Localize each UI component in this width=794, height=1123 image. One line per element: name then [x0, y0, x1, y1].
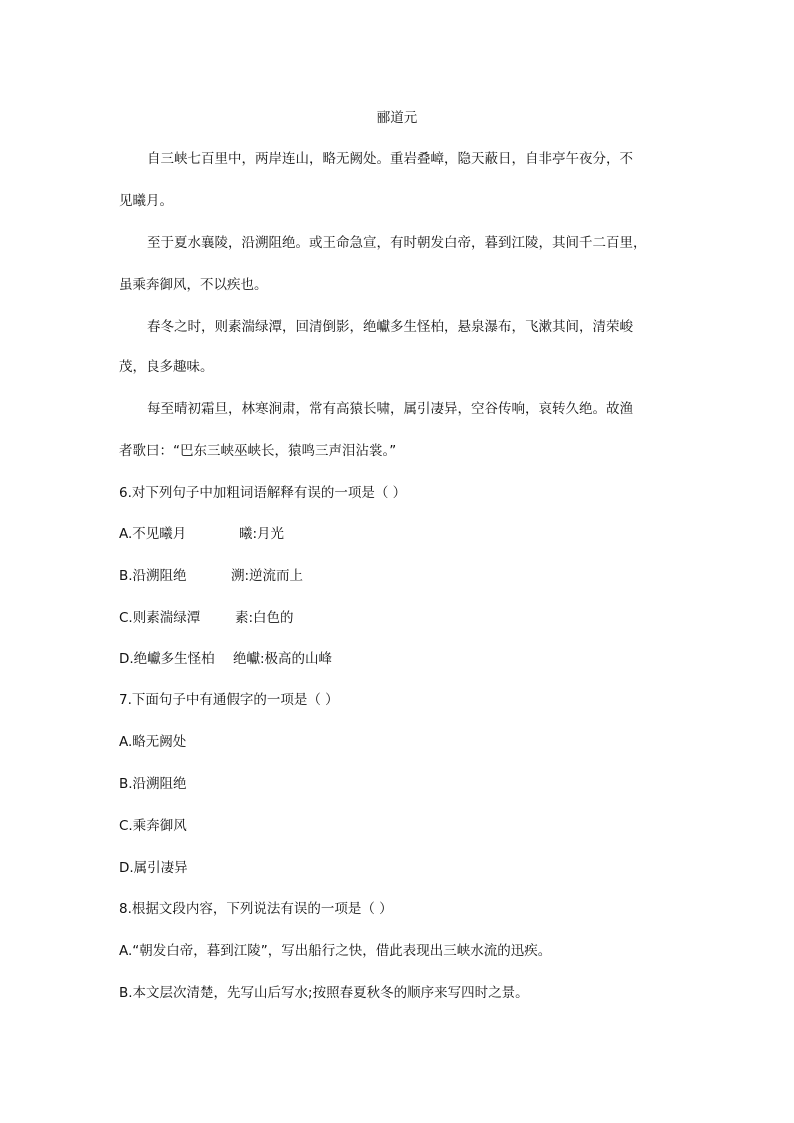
- option-d-text: D.绝巘多生怪柏: [119, 651, 215, 667]
- question-7-option-b: B.沿溯阻绝: [119, 776, 187, 792]
- option-c-text: C.则素湍绿潭: [119, 610, 201, 626]
- question-8-stem: 8.根据文段内容，下列说法有误的一项是（ ）: [119, 901, 393, 917]
- question-8-option-b: B.本文层次清楚，先写山后写水;按照春夏秋冬的顺序来写四时之景。: [119, 985, 529, 1001]
- passage-p2-line1: 至于夏水襄陵，沿溯阻绝。或王命急宣，有时朝发白帝，暮到江陵，其间千二百里，: [147, 235, 647, 251]
- passage-p4-line1: 每至晴初霜旦，林寒涧肃，常有高猿长啸，属引凄异，空谷传响，哀转久绝。故渔: [147, 401, 633, 417]
- passage-p2-line2: 虽乘奔御风，不以疾也。: [119, 277, 268, 293]
- option-c-definition: 素:白色的: [235, 610, 294, 626]
- passage-p1-line1: 自三峡七百里中，两岸连山，略无阙处。重岩叠嶂，隐天蔽日，自非亭午夜分，不: [147, 151, 633, 167]
- passage-p1-line2: 见曦月。: [119, 193, 173, 209]
- passage-p3-line1: 春冬之时，则素湍绿潭，回清倒影，绝巘多生怪柏，悬泉瀑布，飞漱其间，清荣峻: [147, 319, 633, 335]
- question-6-option-a: [119, 524, 679, 544]
- question-7-option-c: C.乘奔御风: [119, 818, 187, 834]
- question-7-option-d: D.属引凄异: [119, 860, 188, 876]
- passage-p3-line2: 茂，良多趣味。: [119, 359, 214, 375]
- question-7-option-a: A.略无阙处: [119, 734, 187, 750]
- question-6-option-b: [119, 566, 679, 586]
- option-a-definition: 曦:月光: [239, 526, 285, 542]
- option-d-definition: 绝巘:极高的山峰: [233, 651, 333, 667]
- option-b-text: B.沿溯阻绝: [119, 568, 187, 584]
- question-6-stem: 6.对下列句子中加粗词语解释有误的一项是（ ）: [119, 485, 407, 501]
- passage-p4-line2: 者歌曰：“巴东三峡巫峡长，猿鸣三声泪沾裳。”: [119, 443, 397, 459]
- question-6-option-c: [119, 608, 679, 628]
- question-8-option-a: A.“朝发白帝，暮到江陵”，写出船行之快，借此表现出三峡水流的迅疾。: [119, 943, 552, 959]
- question-7-stem: 7.下面句子中有通假字的一项是（ ）: [119, 692, 339, 708]
- option-a-text: A.不见曦月: [119, 526, 187, 542]
- option-b-definition: 溯:逆流而上: [231, 568, 304, 584]
- question-6-option-d: [119, 649, 679, 669]
- author-title: 郦道元: [376, 110, 418, 126]
